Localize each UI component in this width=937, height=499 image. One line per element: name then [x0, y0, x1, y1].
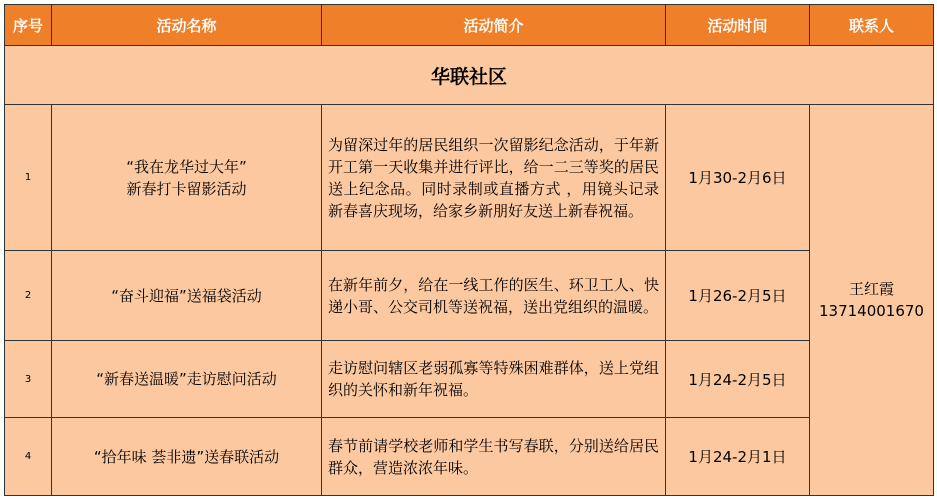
activity-intro: 在新年前夕，给在一线工作的医生、环卫工人、快递小哥、公交司机等送祝福，送出党组织的温暖。: [322, 251, 666, 341]
activity-name: “新春送温暖”走访慰问活动: [52, 341, 322, 418]
activity-intro: 春节前请学校老师和学生书写春联，分别送给居民群众，营造浓浓年味。: [322, 418, 666, 496]
row-index: 4: [5, 418, 52, 496]
activity-time: 1月30-2月6日: [666, 105, 810, 251]
table-row: [5, 105, 934, 251]
contact-cell: [810, 105, 934, 496]
activity-time: 1月24-2月5日: [666, 341, 810, 418]
header-contact: 联系人: [810, 5, 934, 46]
table-row: [5, 341, 934, 418]
header-row: [5, 5, 934, 46]
header-index: 序号: [5, 5, 52, 46]
header-name: 活动名称: [52, 5, 322, 46]
row-index: 2: [5, 251, 52, 341]
activity-name: “奋斗迎福”送福袋活动: [52, 251, 322, 341]
contact-phone: 13714001670: [819, 302, 924, 320]
activity-time: 1月24-2月1日: [666, 418, 810, 496]
activity-intro: 走访慰问辖区老弱孤寡等特殊困难群体，送上党组织的关怀和新年祝福。: [322, 341, 666, 418]
activity-name-line: 新春打卡留影活动: [126, 179, 247, 198]
table-row: [5, 251, 934, 341]
activity-name-line: “我在龙华过大年”: [126, 157, 247, 176]
table-row: [5, 418, 934, 496]
activity-name: “拾年味 荟非遗”送春联活动: [52, 418, 322, 496]
header-intro: 活动简介: [322, 5, 666, 46]
activity-time: 1月26-2月5日: [666, 251, 810, 341]
section-title: 华联社区: [5, 46, 934, 105]
activity-table: [4, 4, 934, 496]
row-index: 3: [5, 341, 52, 418]
contact-name: 王红霞: [848, 280, 894, 298]
header-time: 活动时间: [666, 5, 810, 46]
row-index: 1: [5, 105, 52, 251]
activity-name: [52, 105, 322, 251]
section-row: [5, 46, 934, 105]
activity-intro: 为留深过年的居民组织一次留影纪念活动，于年新开工第一天收集并进行评比，给一二三等奖的居民送上纪念品。同时录制或直播方式 ，用镜头记录新春喜庆现场，给家乡新朋好友送上新春祝福。: [322, 105, 666, 251]
